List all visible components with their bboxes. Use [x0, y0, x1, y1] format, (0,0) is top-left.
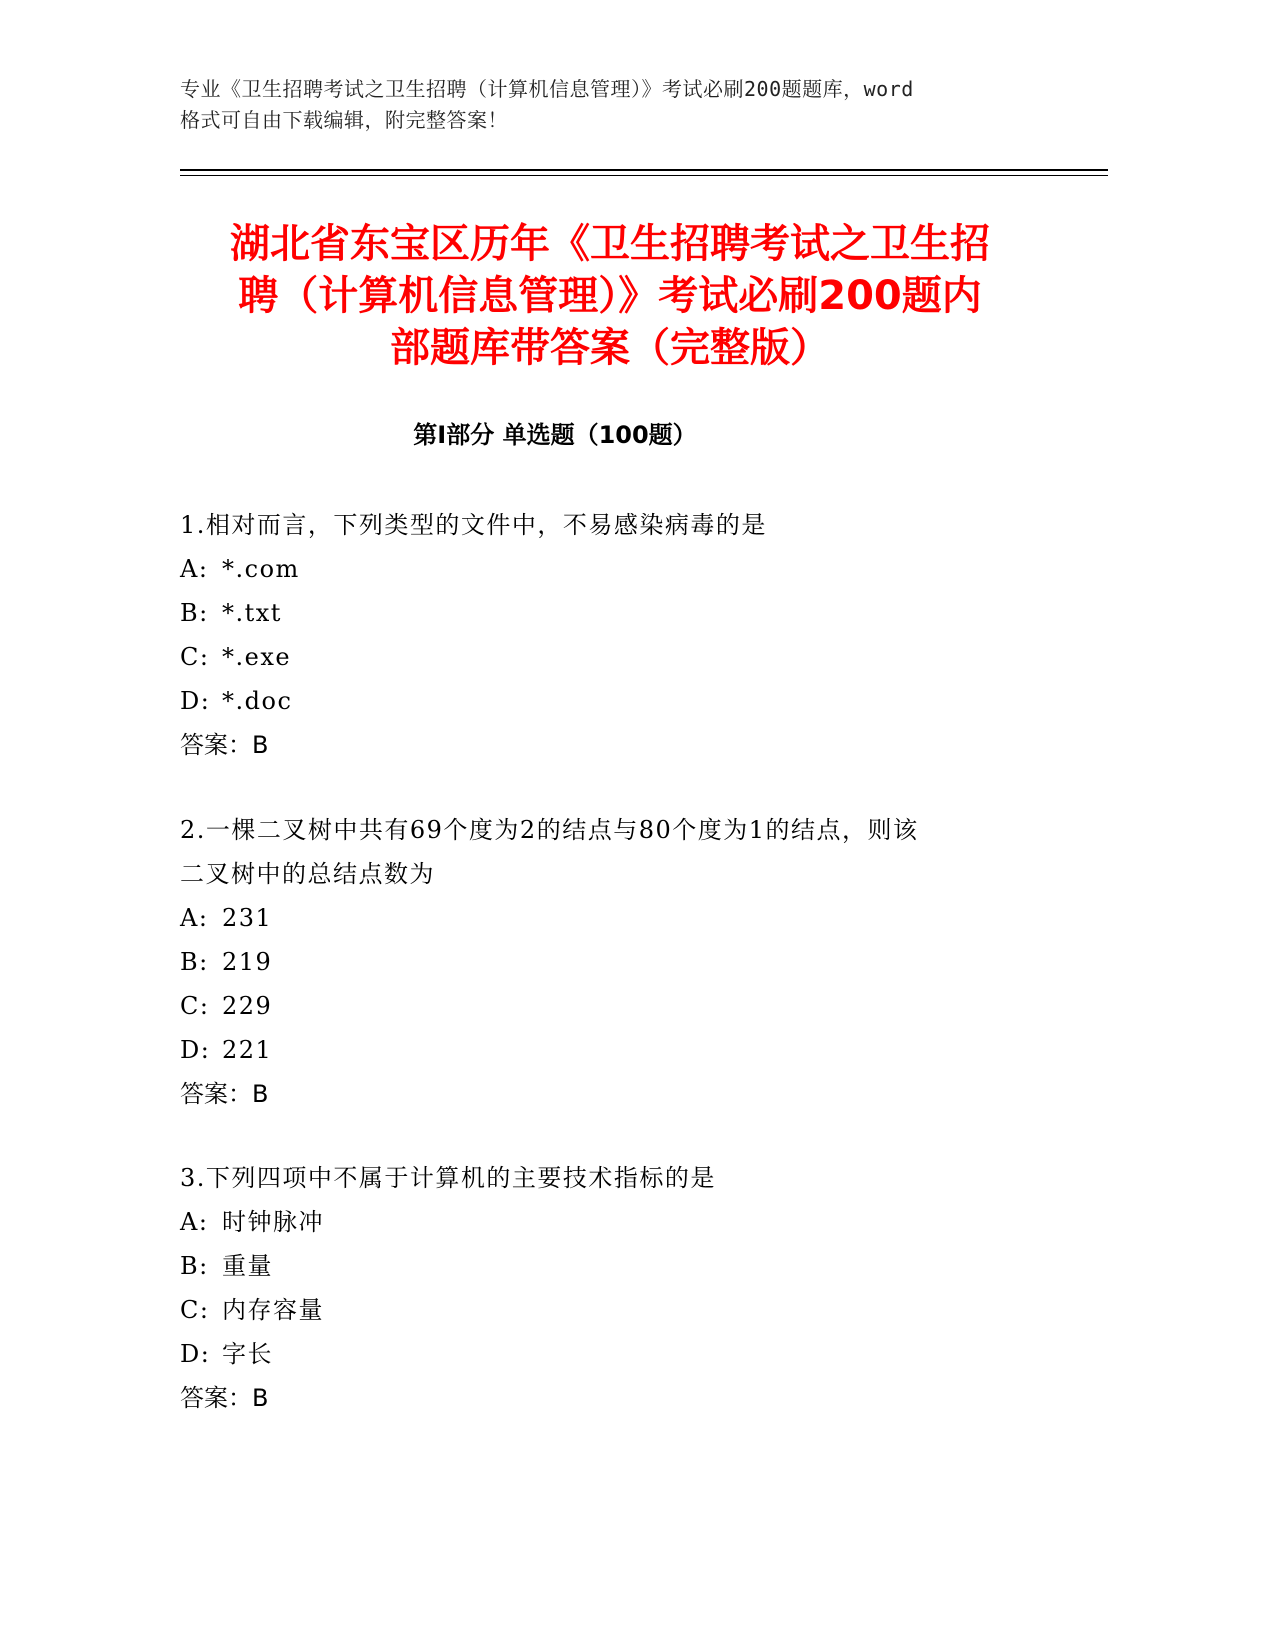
- question-stem: 1.相对而言，下列类型的文件中，不易感染病毒的是: [180, 511, 767, 539]
- option-c: [180, 635, 1080, 679]
- question-3: [180, 1156, 1080, 1420]
- header-note: [180, 74, 1060, 136]
- question-stem-continued: 二叉树中的总结点数为: [180, 860, 435, 888]
- option-d: [180, 1332, 1080, 1376]
- document-title: [180, 218, 1040, 374]
- option-text: 229: [222, 992, 273, 1020]
- option-b: [180, 591, 1080, 635]
- option-text: 字长: [222, 1340, 273, 1368]
- question-stem: 2.一棵二叉树中共有69个度为2的结点与80个度为1的结点，则该: [180, 816, 919, 844]
- option-key: C:: [180, 1296, 210, 1324]
- option-text: *.exe: [222, 643, 292, 671]
- document-title-line-1: 湖北省东宝区历年《卫生招聘考试之卫生招: [230, 221, 990, 267]
- answer-line: 答案：B: [180, 1384, 269, 1412]
- section-title: 第Ⅰ部分 单选题（100题）: [413, 421, 697, 449]
- option-key: D:: [180, 1036, 211, 1064]
- option-key: C:: [180, 643, 210, 671]
- option-text: 重量: [222, 1252, 273, 1280]
- option-text: 219: [222, 948, 273, 976]
- option-d: [180, 1028, 1080, 1072]
- option-d: [180, 679, 1080, 723]
- question-stem: 3.下列四项中不属于计算机的主要技术指标的是: [180, 1164, 716, 1192]
- option-a: [180, 547, 1080, 591]
- header-note-line-1: 专业《卫生招聘考试之卫生招聘（计算机信息管理）》考试必刷200题题库，word: [180, 77, 914, 101]
- option-key: B:: [180, 1252, 209, 1280]
- question-2: [180, 808, 1080, 1116]
- option-key: C:: [180, 992, 210, 1020]
- option-a: [180, 896, 1080, 940]
- option-text: *.doc: [222, 687, 293, 715]
- option-b: [180, 1244, 1080, 1288]
- option-b: [180, 940, 1080, 984]
- option-key: D:: [180, 687, 211, 715]
- document-title-line-3: 部题库带答案（完整版）: [390, 325, 830, 371]
- answer-line: 答案：B: [180, 731, 269, 759]
- option-key: D:: [180, 1340, 211, 1368]
- option-key: B:: [180, 599, 209, 627]
- option-text: *.com: [222, 555, 300, 583]
- question-1: [180, 503, 1080, 767]
- option-text: 221: [222, 1036, 273, 1064]
- option-key: B:: [180, 948, 209, 976]
- option-key: A:: [180, 1208, 209, 1236]
- option-text: 时钟脉冲: [222, 1208, 324, 1236]
- option-text: *.txt: [222, 599, 282, 627]
- header-divider-thick: [180, 169, 1108, 171]
- answer-line: 答案：B: [180, 1080, 269, 1108]
- option-c: [180, 984, 1080, 1028]
- document-title-line-2: 聘（计算机信息管理）》考试必刷200题内: [238, 273, 982, 319]
- option-key: A:: [180, 555, 209, 583]
- option-text: 231: [222, 904, 273, 932]
- option-c: [180, 1288, 1080, 1332]
- header-note-line-2: 格式可自由下载编辑，附完整答案！: [180, 108, 508, 132]
- option-a: [180, 1200, 1080, 1244]
- option-text: 内存容量: [222, 1296, 324, 1324]
- option-key: A:: [180, 904, 209, 932]
- header-divider-thin: [180, 175, 1108, 176]
